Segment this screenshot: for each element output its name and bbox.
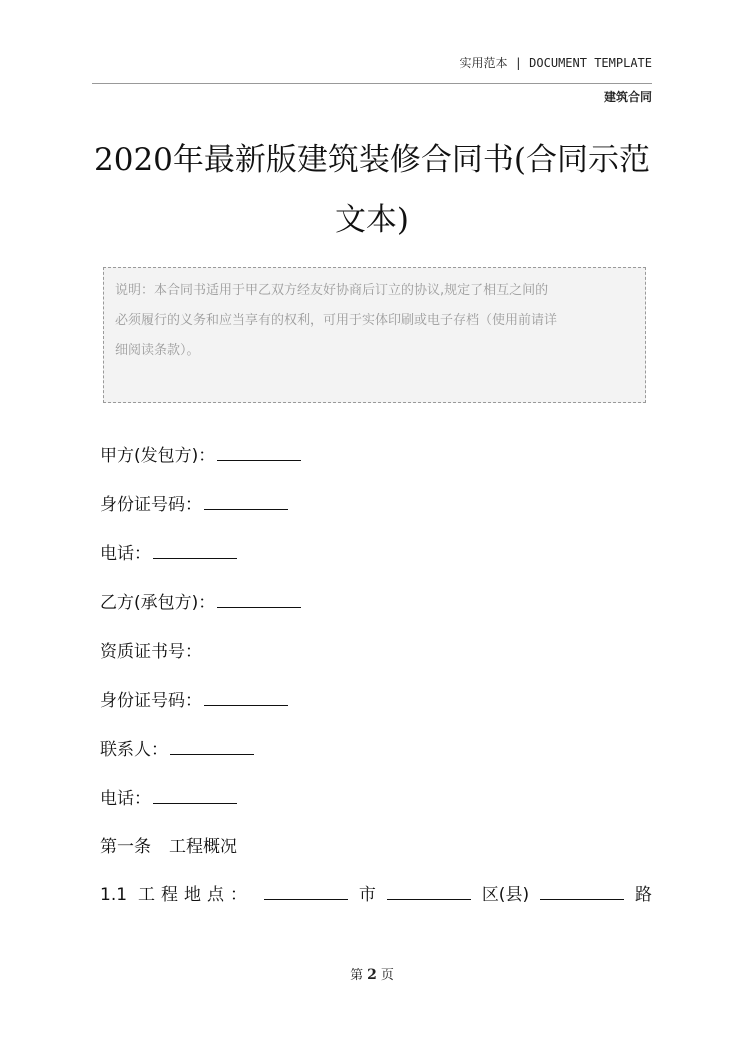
district-blank: [387, 883, 471, 900]
description-line-2: 必须履行的义务和应当享有的权利，可用于实体印刷或电子存档（使用前请详: [115, 313, 558, 328]
page-prefix: 第: [350, 968, 364, 983]
party-b-id-field: [100, 686, 288, 711]
title-line-1: 2020年最新版建筑装修合同书(合同示范: [94, 142, 650, 178]
party-b-label: 乙方(承包方)：: [100, 593, 216, 613]
party-a-id-label: 身份证号码：: [100, 495, 202, 515]
party-b-id-label: 身份证号码：: [100, 691, 202, 711]
section-heading: [100, 832, 237, 857]
description-line-1: 说明：本合同书适用于甲乙双方经友好协商后订立的协议,规定了相互之间的: [115, 283, 549, 298]
clause-label: 工程地点：: [138, 885, 253, 905]
party-a-label: 甲方(发包方)：: [100, 446, 216, 466]
qualification-cert-label: 资质证书号：: [100, 642, 202, 662]
document-category: 建筑合同: [603, 90, 652, 104]
party-a-field: [100, 441, 301, 466]
title-line-2: 文本): [334, 202, 410, 238]
party-b-phone-field: [100, 784, 237, 809]
party-b-phone-blank: [153, 787, 237, 804]
page-suffix: 页: [380, 968, 394, 983]
document-title: [92, 130, 652, 250]
road-blank: [540, 883, 624, 900]
qualification-cert-field: [100, 637, 202, 662]
clause-1-1: [100, 880, 652, 905]
party-a-phone-label: 电话：: [100, 544, 151, 564]
description-box: [103, 267, 646, 403]
party-b-id-blank: [204, 689, 288, 706]
party-a-phone-field: [100, 539, 237, 564]
contact-person-label: 联系人：: [100, 740, 168, 760]
city-label: 市: [358, 885, 376, 905]
page-number: 2: [367, 967, 377, 983]
page-footer: [0, 964, 744, 983]
party-b-field: [100, 588, 301, 613]
district-label: 区(县): [481, 885, 530, 905]
header-divider: [92, 83, 652, 84]
clause-number: 1.1: [100, 885, 128, 905]
contact-person-blank: [170, 738, 254, 755]
party-a-id-field: [100, 490, 288, 515]
party-b-phone-label: 电话：: [100, 789, 151, 809]
contact-person-field: [100, 735, 254, 760]
road-label: 路: [634, 885, 652, 905]
party-b-blank: [217, 591, 301, 608]
city-blank: [264, 883, 348, 900]
description-line-3: 细阅读条款）。: [115, 343, 200, 358]
document-template-brand: 实用范本 | DOCUMENT TEMPLATE: [459, 56, 652, 70]
party-a-blank: [217, 444, 301, 461]
section-name: 工程概况: [169, 837, 237, 857]
section-number: 第一条: [100, 837, 151, 857]
party-a-phone-blank: [153, 542, 237, 559]
party-a-id-blank: [204, 493, 288, 510]
